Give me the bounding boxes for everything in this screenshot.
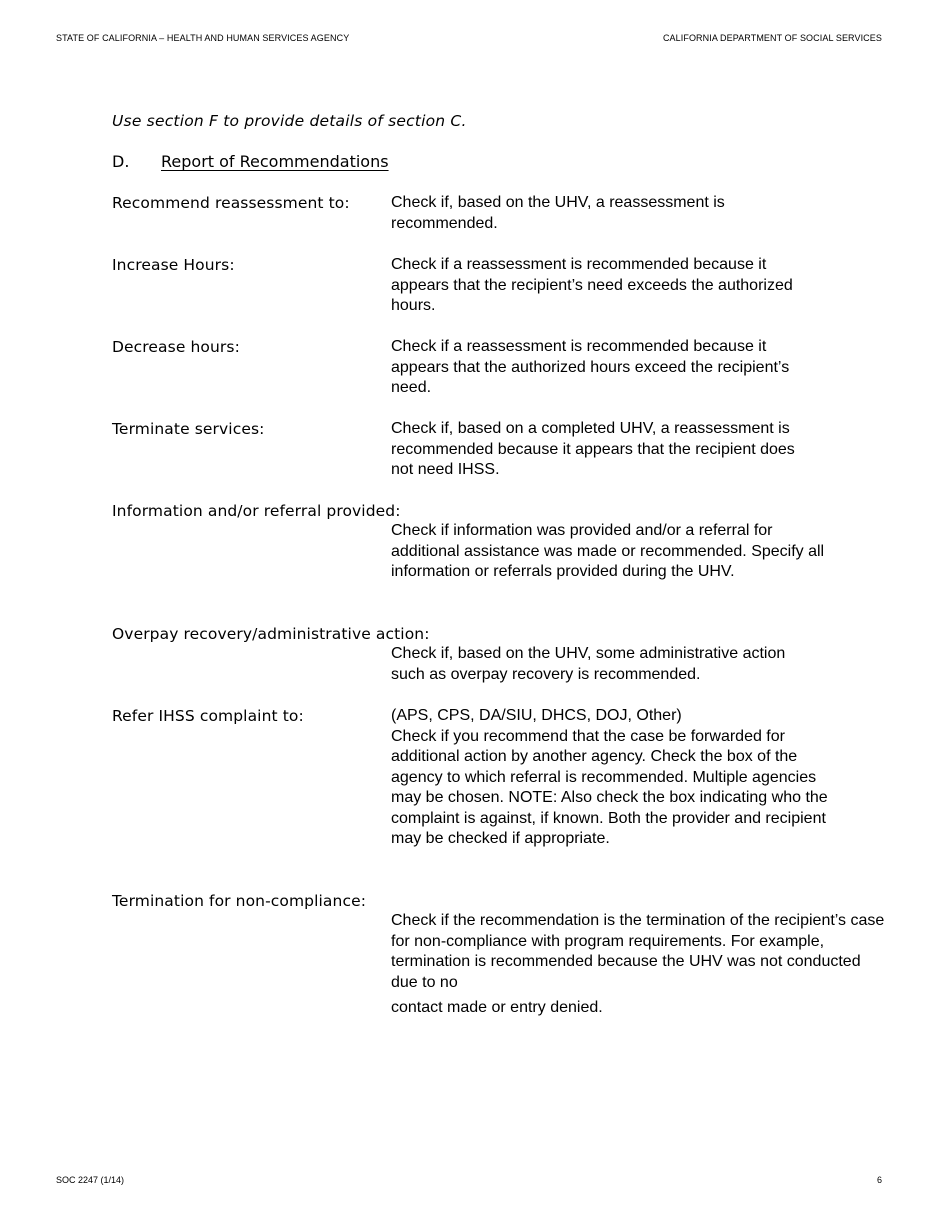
recommendation-item [112, 706, 892, 850]
item-label: Termination for non-compliance: [112, 892, 367, 910]
item-description: Check if, based on the UHV, a reassessment is recommended. [391, 194, 725, 232]
section-title: Report of Recommendations [161, 152, 389, 171]
agency-list: (APS, CPS, DA/SIU, DHCS, DOJ, Other) [391, 707, 682, 724]
section-letter: D. [112, 152, 130, 171]
section-heading [112, 152, 389, 171]
item-description-end: contact made or entry denied. [391, 999, 603, 1016]
footer-page-number: 6 [876, 1175, 882, 1185]
intro-text: Use section F to provide details of section C. [112, 112, 467, 130]
item-label: Information and/or referral provided: [112, 502, 401, 520]
footer-form-number: SOC 2247 (1/14) [56, 1175, 125, 1185]
item-description: Check if information was provided and/or a referral for additional assistance was made or recommended. Specify all information or referrals provided during the UHV. [391, 522, 825, 580]
recommendation-item [112, 624, 892, 685]
recommendation-item [112, 337, 892, 399]
item-description: Check if, based on the UHV, some administrative action such as overpay recovery is recommended. [391, 645, 786, 683]
item-label: Increase Hours: [112, 256, 235, 274]
item-description-block [391, 911, 885, 1020]
item-label: Recommend reassessment to: [112, 194, 350, 212]
item-label: Terminate services: [112, 420, 265, 438]
header-department: CALIFORNIA DEPARTMENT OF SOCIAL SERVICES [662, 33, 882, 43]
item-description: Check if a reassessment is recommended because it appears that the recipient’s need exceeds the authorized hours. [391, 256, 793, 314]
item-description: Check if you recommend that the case be forwarded for additional action by another agency. Check the box of the agency to which referral is recommended. Multiple agencies may be chosen. NOTE: Also check the box indicating who the complaint is against, if known. Both the provider and recipient may be checked if appropriate. [391, 727, 828, 847]
item-description: Check if the recommendation is the termination of the recipient’s case for non-compliance with program requirements. For example, termination is recommended because the UHV was not conducted due to no [391, 912, 885, 991]
item-description-block [391, 706, 831, 850]
item-description: Check if, based on a completed UHV, a reassessment is recommended because it appears that the recipient does not need IHSS. [391, 420, 795, 478]
recommendation-item [112, 193, 892, 234]
recommendation-item [112, 891, 892, 1020]
item-label: Refer IHSS complaint to: [112, 707, 304, 725]
item-description: Check if a reassessment is recommended because it appears that the authorized hours exceed the recipient’s need. [391, 338, 790, 396]
recommendation-item [112, 419, 892, 481]
recommendation-item [112, 255, 892, 317]
recommendation-item [112, 501, 892, 583]
header-agency: STATE OF CALIFORNIA – HEALTH AND HUMAN SERVICES AGENCY [56, 33, 350, 43]
item-label: Overpay recovery/administrative action: [112, 625, 430, 643]
item-label: Decrease hours: [112, 338, 240, 356]
